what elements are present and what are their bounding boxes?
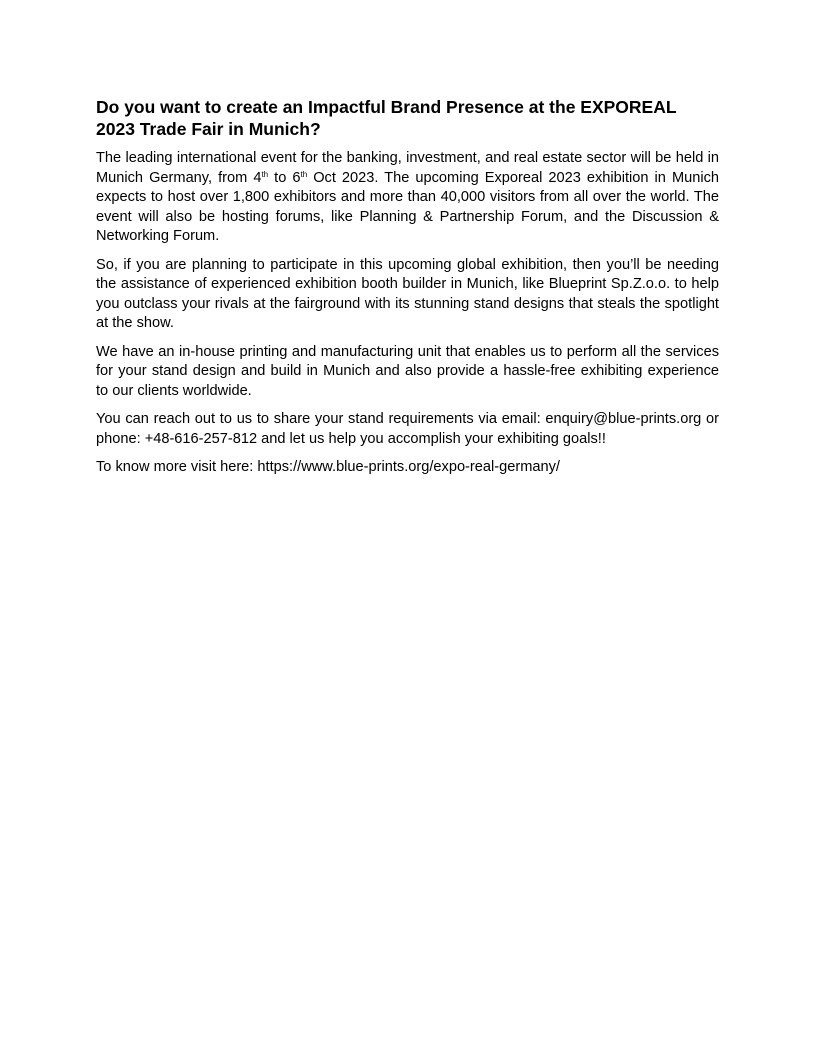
- document-title: Do you want to create an Impactful Brand Presence at the EXPOREAL 2023 Trade Fair in Munich?: [96, 97, 677, 139]
- services-paragraph: We have an in-house printing and manufacturing unit that enables us to perform all the services for your stand design and build in Munich and also provide a hassle-free exhibiting experience to our clients worldwide.: [96, 343, 719, 399]
- ordinal-suffix-start: th: [261, 169, 269, 179]
- participation-paragraph: So, if you are planning to participate in this upcoming global exhibition, then you’ll be needing the assistance of experienced exhibition booth builder in Munich, like Blueprint Sp.Z.o.o. to help you outclass your rivals at the fairground with its stunning stand designs that steals the spotlight at the show.: [96, 256, 719, 331]
- intro-paragraph: [96, 149, 719, 247]
- contact-paragraph: You can reach out to us to share your stand requirements via email: enquiry@blue-prints.org or phone: +48-616-257-812 and let us help you accomplish your exhibiting goals!!: [96, 411, 719, 447]
- more-info-paragraph: To know more visit here: https://www.blue-prints.org/expo-real-germany/: [96, 459, 560, 475]
- intro-text-part3: Oct 2023. The upcoming Exporeal 2023 exhibition in Munich expects to host over 1,800 exhibitors and more than 40,000 visitors from all over the world. The event will also be hosting forums, like Planning & Partnership Forum, and the Discussion & Networking Forum.: [96, 169, 719, 244]
- document-page: [96, 96, 719, 487]
- intro-text-part2: to 6: [268, 169, 301, 186]
- ordinal-suffix-end: th: [300, 169, 308, 179]
- intro-text-part1: The leading international event for the banking, investment, and real estate sector will be held in Munich Germany, from 4: [96, 150, 719, 186]
